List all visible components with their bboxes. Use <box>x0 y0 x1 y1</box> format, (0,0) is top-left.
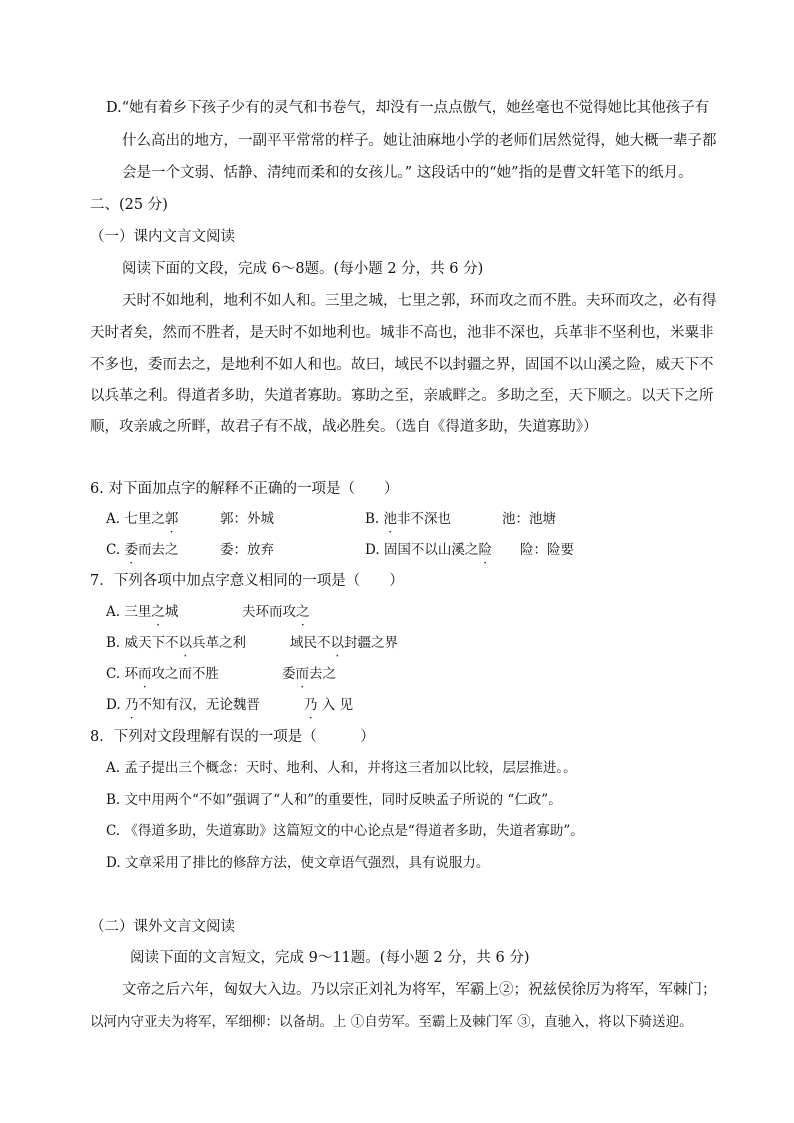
q6-option-b: B. 池非不深也 <box>365 511 452 527</box>
q6-option-c-gloss: 委：放弃 <box>220 542 274 558</box>
q8-option-d: D. 文章采用了排比的修辞方法，使文章语气强烈，具有说服力。 <box>106 855 490 871</box>
q6-option-b-gloss: 池：池塘 <box>502 511 556 527</box>
q7-option-a-compare: 夫环而攻之 <box>242 604 310 620</box>
q6-option-a-gloss: 郭：外城 <box>220 511 274 527</box>
q7-option-a: A. 三里之城 <box>106 604 179 620</box>
question-6: 6. 对下面加点字的解释不正确的一项是（ ） <box>90 481 399 497</box>
subsection-heading-1: （一）课内文言文阅读 <box>90 229 235 245</box>
passage-line-1: 天时不如地利，地利不如人和。三里之城，七里之郭，环而攻之而不胜。夫环而攻之，必有得 <box>122 293 717 309</box>
instruction-2: 阅读下面的文言短文，完成 9～11题。(每小题 2 分，共 6 分) <box>130 950 530 966</box>
q7-option-c: C. 环而攻之而不胜 <box>106 666 219 682</box>
q7-option-b-compare: 域民不以封疆之界 <box>290 635 398 651</box>
question-7: 7．下列各项中加点字意义相同的一项是（ ） <box>90 573 404 589</box>
q6-option-c: C. 委而去之 <box>106 542 179 558</box>
q6-option-a: A. 七里之郭 <box>106 511 179 527</box>
q8-option-b: B. 文中用两个“不如”强调了“人和”的重要性，同时反映孟子所说的 “仁政”。 <box>106 792 562 808</box>
q8-option-c: C. 《得道多助，失道寡助》这篇短文的中心论点是“得道者多助，失道者寡助”。 <box>106 823 584 839</box>
passage-line-3: 不多也，委而去之，是地利不如人和也。故曰，域民不以封疆之界，固国不以山溪之险，威天下不 <box>90 357 714 373</box>
q7-option-c-compare: 委而去之 <box>282 666 336 682</box>
instruction-1: 阅读下面的文段，完成 6～8题。(每小题 2 分，共 6 分) <box>122 261 484 277</box>
q7-option-d-compare: 乃 入 见 <box>304 697 354 713</box>
q6-option-d-gloss: 险：险要 <box>520 542 574 558</box>
q8-option-a: A. 孟子提出三个概念：天时、地利、人和，并将这三者加以比较，层层推进。。 <box>106 760 577 776</box>
q7-option-b: B. 威天下不以兵革之利 <box>106 635 247 651</box>
extra-passage-line-2: 以河内守亚夫为将军，军细柳：以备胡。上 ①自劳军。至霸上及棘门军 ③，直驰入，将以下骑送迎。 <box>90 1014 693 1030</box>
passage-line-5: 顺，攻亲戚之所畔，故君子有不战，战必胜矣。（选自《得道多助，失道寡助》） <box>90 419 598 435</box>
question-8: 8．下列对文段理解有误的一项是（ ） <box>90 729 375 745</box>
q6-c-dotted-char: 委 <box>124 542 138 558</box>
passage-line-4: 以兵革之利。得道者多助，失道者寡助。寡助之至，亲戚畔之。多助之至，天下顺之。以天下之所 <box>90 388 714 404</box>
option-d-line-2: 什么高出的地方，一副平平常常的样子。她让油麻地小学的老师们居然觉得，她大概一辈子都 <box>122 133 717 149</box>
q6-option-d: D. 固国不以山溪之险 <box>365 542 492 558</box>
q7-option-d: D. 乃不知有汉，无论魏晋 <box>106 697 260 713</box>
passage-line-2: 天时者矣，然而不胜者，是天时不如地利也。城非不高也，池非不深也，兵革非不坚利也，米粟非 <box>90 325 714 341</box>
extra-passage-line-1: 文帝之后六年，匈奴大入边。乃以宗正刘礼为将军，军霸上②；祝兹侯徐厉为将军，军棘门； <box>122 982 717 998</box>
q6-b-dotted-char: 池 <box>383 511 398 527</box>
option-d-line-1: D.“她有着乡下孩子少有的灵气和书卷气，却没有一点点傲气，她丝毫也不觉得她比其他孩子有 <box>106 100 710 116</box>
q6-a-dotted-char: 郭 <box>164 511 179 527</box>
q6-d-dotted-char: 险 <box>478 542 492 558</box>
option-d-line-3: 会是一个文弱、恬静、清纯而柔和的女孩儿。” 这段话中的“她”指的是曹文轩笔下的纸月。 <box>122 165 693 181</box>
subsection-heading-2: （二）课外文言文阅读 <box>90 919 235 935</box>
section-heading: 二、(25 分) <box>90 197 168 213</box>
